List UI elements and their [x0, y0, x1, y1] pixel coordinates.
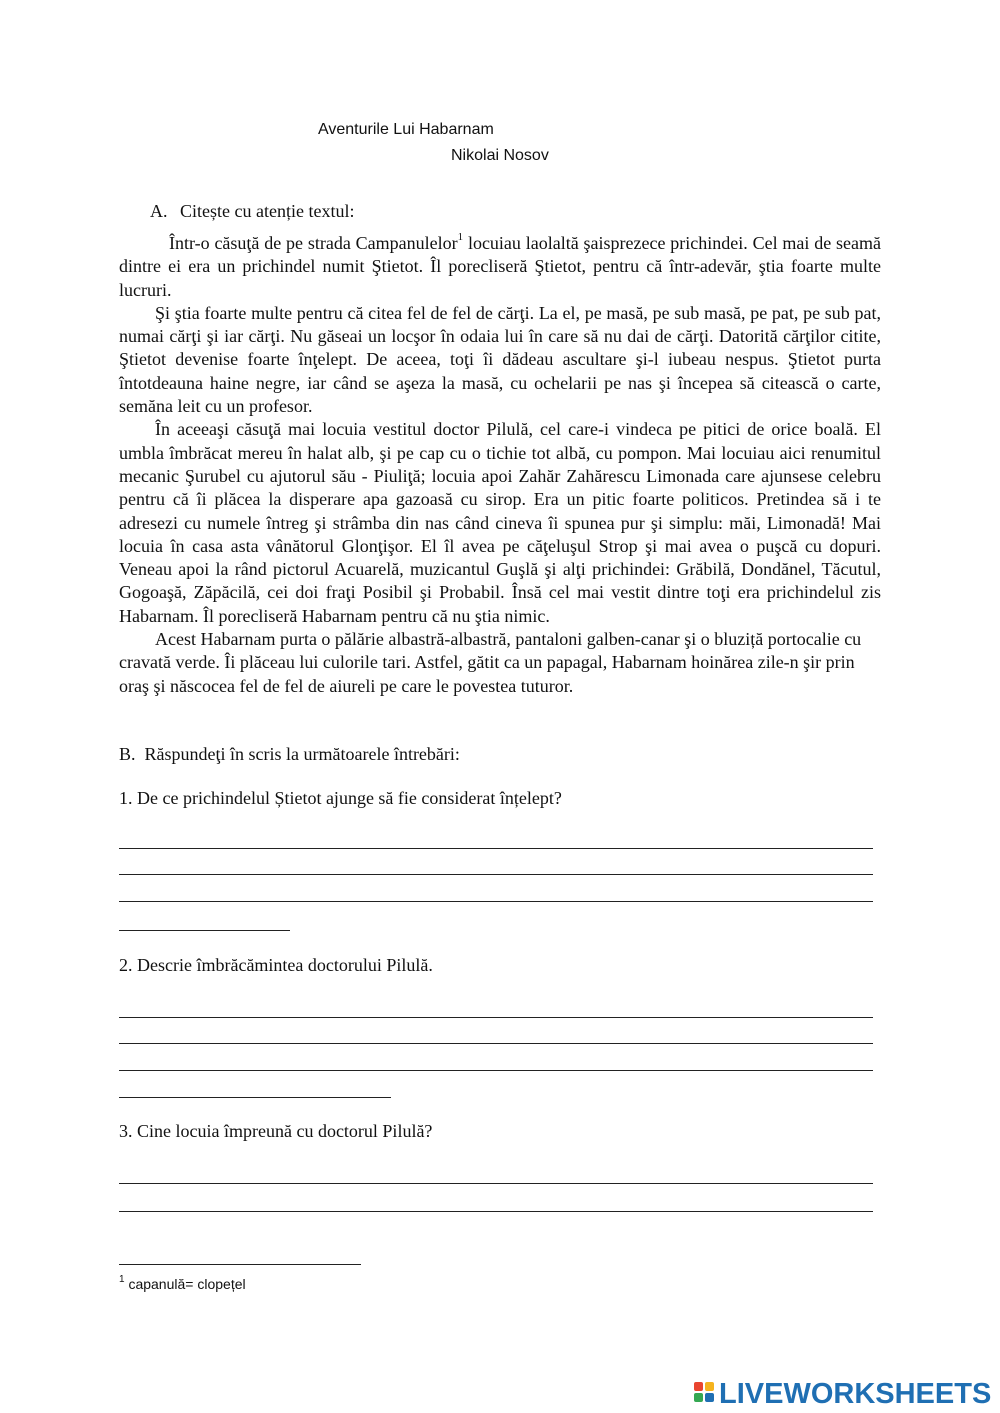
section-b-label: B. [119, 744, 136, 764]
section-b-instruction: Răspundeţi în scris la următoarele întrebări: [144, 744, 460, 764]
answer-line-2-2[interactable] [119, 1043, 873, 1044]
section-a-heading [150, 201, 354, 222]
answer-line-1-1[interactable] [119, 848, 873, 849]
footnote [119, 1276, 246, 1292]
section-a-instruction: Citește cu atenție textul: [180, 201, 355, 221]
passage-paragraph-1 [119, 232, 881, 302]
footnote-text: capanulă= clopețel [124, 1276, 246, 1292]
liveworksheets-wordmark: LIVEWORKSHEETS [719, 1377, 992, 1410]
footnote-divider [119, 1264, 361, 1265]
question-2: 2. Descrie îmbrăcămintea doctorului Pilulă. [119, 955, 433, 975]
passage-paragraph-2: Şi ştia foarte multe pentru că citea fel de fel de cărţi. La el, pe masă, pe sub masă, pe pat, pe sub pat, numai cărţi şi iar cărţi. Nu găseai un locşor în odaia lui în care să nu dai de cărţi. Datorită cărţilor citite, Ştietot devenise foarte înţelept. De aceea, toţi îi dădeau ascultare şi-l iubeau nespus. Ştietot purta întotdeauna haine negre, iar când se aşeza la masă, cu ochelarii pe nas şi începea să citească o carte, semăna leit cu un profesor. [119, 302, 881, 417]
liveworksheets-logo [694, 1377, 991, 1411]
answer-line-3-2[interactable] [119, 1211, 873, 1212]
answer-line-1-4[interactable] [119, 930, 290, 931]
liveworksheets-icon [694, 1379, 716, 1409]
reading-passage [119, 232, 881, 698]
passage-paragraph-3: În aceeaşi căsuţă mai locuia vestitul doctor Pilulă, cel care-i vindeca pe pitici de orice boală. El umbla îmbrăcat mereu în halat alb, şi pe cap cu o tichie tot albă, cu pompon. Mai locuiau aici renumitul mecanic Şurubel cu ajutorul său - Piuliţă; locuia apoi Zahăr Zahărescu Limonada care ajunsese celebru pentru că îi plăcea la disperare apa gazoasă cu sirop. Era un pitic foarte politicos. Pretindea să i te adresezi cu numele întreg şi strâmba din nas când cineva îi spunea pur şi simplu: măi, Limonadă! Mai locuia în casa asta vânătorul Glonţişor. El îl avea pe căţeluşul Strop şi mai avea o puşcă cu dopuri. Veneau apoi la rând pictorul Acuarelă, muzicantul Guşlă şi alţi prichindei: Grăbilă, Dondănel, Tăcutul, Gogoaşă, Zăpăcilă, cei doi fraţi Posibil şi Probabil. Însă cel mai vestit dintre toţi era prichindelul zis Habarnam. Îl porecliseră Habarnam pentru că nu ştia nimic. [119, 419, 881, 626]
footnote-ref: 1 [457, 231, 464, 243]
section-b-heading [119, 744, 460, 765]
answer-line-2-4[interactable] [119, 1097, 391, 1098]
passage-p1-end: locuiau laolaltă şaisprezece prichindei. Cel mai de seamă dintre ei era un prichindel numit Ştietot. Îl porecliseră Ştietot, pentru că într-adevăr, ştia foarte multe lucruri. [119, 233, 881, 300]
answer-line-1-2[interactable] [119, 874, 873, 875]
document-title: Aventurile Lui Habarnam [318, 121, 494, 138]
answer-line-3-1[interactable] [119, 1183, 873, 1184]
answer-line-2-1[interactable] [119, 1017, 873, 1018]
question-3: 3. Cine locuia împreună cu doctorul Pilulă? [119, 1121, 433, 1141]
passage-p1-start: Într-o căsuţă de pe strada Campanulelor [169, 233, 458, 253]
answer-line-1-3[interactable] [119, 901, 873, 902]
passage-paragraph-4: Acest Habarnam purta o pălărie albastră-albastră, pantaloni galben-canar şi o bluziță portocalie cu cravată verde. Îi plăceau lui culorile tari. Astfel, gătit ca un papagal, Habarnam hoinărea zile-n şir prin oraş şi născocea fel de fel de aiureli pe care le povestea tuturor. [119, 629, 862, 696]
section-a-label: A. [150, 201, 168, 221]
answer-line-2-3[interactable] [119, 1070, 873, 1071]
document-author: Nikolai Nosov [451, 147, 549, 164]
question-1: 1. De ce prichindelul Știetot ajunge să fie considerat înțelept? [119, 788, 562, 808]
footnote-number: 1 [119, 1274, 125, 1286]
